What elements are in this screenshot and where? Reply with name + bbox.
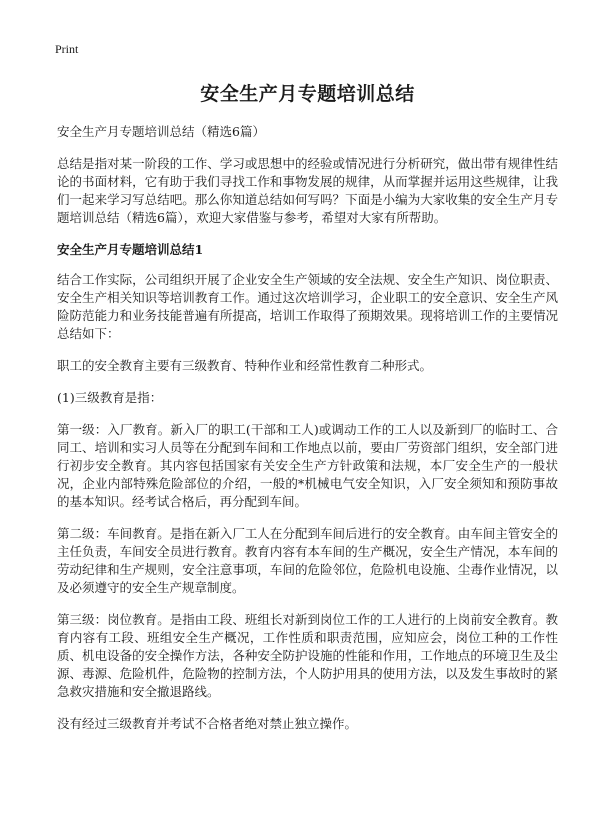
document-subtitle: 安全生产月专题培训总结（精选6篇） — [57, 124, 265, 139]
body-paragraph-3: (1)三级教育是指： — [57, 390, 163, 405]
body-paragraph-1: 结合工作实际，公司组织开展了企业安全生产领域的安全法规、安全生产知识、岗位职责、安全生产相关知识等培训教育工作。通过这次培训学习，企业职工的安全意识、安全生产风险防范能力和业务技能普遍有所提高，培训工作取得了预期效果。现将培训工作的主要情况总结如下： — [57, 272, 558, 341]
page-title: 安全生产月专题培训总结 — [200, 83, 415, 105]
print-label: Print — [55, 42, 79, 56]
body-paragraph-4: 第一级：入厂教育。新入厂的职工(干部和工人)或调动工作的工人以及新到厂的临时工、合同工、培训和实习人员等在分配到车间和工作地点以前，要由厂劳资部门组织，安全部门进行初步安全教育。其内容包括国家有关安全生产方针政策和法规，本厂安全生产的一般状况，企业内部特殊危险部位的介绍，一般的*机械电气安全知识，入厂安全须知和预防事故的基本知识。经考试合格后，再分配到车间。 — [57, 422, 558, 509]
body-paragraph-6: 第三级：岗位教育。是指由工段、班组长对新到岗位工作的工人进行的上岗前安全教育。教育内容有工段、班组安全生产概况，工作性质和职责范围，应知应会，岗位工种的工作性质、机电设备的安全操作方法，各种安全防护设施的性能和作用，工作地点的环境卫生及尘源、毒源、危险机件，危险物的控制方法，个人防护用具的使用方法，以及发生事故时的紧急救灾措施和安全撤退路线。 — [57, 612, 558, 699]
section-heading: 安全生产月专题培训总结1 — [57, 242, 204, 257]
body-paragraph-2: 职工的安全教育主要有三级教育、特种作业和经常性教育二种形式。 — [57, 358, 433, 373]
body-paragraph-7: 没有经过三级教育并考试不合格者绝对禁止独立操作。 — [57, 716, 358, 731]
intro-paragraph: 总结是指对某一阶段的工作、学习或思想中的经验或情况进行分析研究，做出带有规律性结论的书面材料，它有助于我们寻找工作和事物发展的规律，从而掌握并运用这些规律，让我们一起来学习写总结吧。那么你知道总结如何写吗？下面是小编为大家收集的安全生产月专题培训总结（精选6篇），欢迎大家借鉴与参考，希望对大家有所帮助。 — [57, 156, 558, 225]
body-paragraph-5: 第二级：车间教育。是指在新入厂工人在分配到车间后进行的安全教育。由车间主管安全的主任负责，车间安全员进行教育。教育内容有本车间的生产概况，安全生产情况，本车间的劳动纪律和生产规则，安全注意事项，车间的危险邻位，危险机电设施、尘毒作业情况，以及必须遵守的安全生产规章制度。 — [57, 526, 558, 595]
